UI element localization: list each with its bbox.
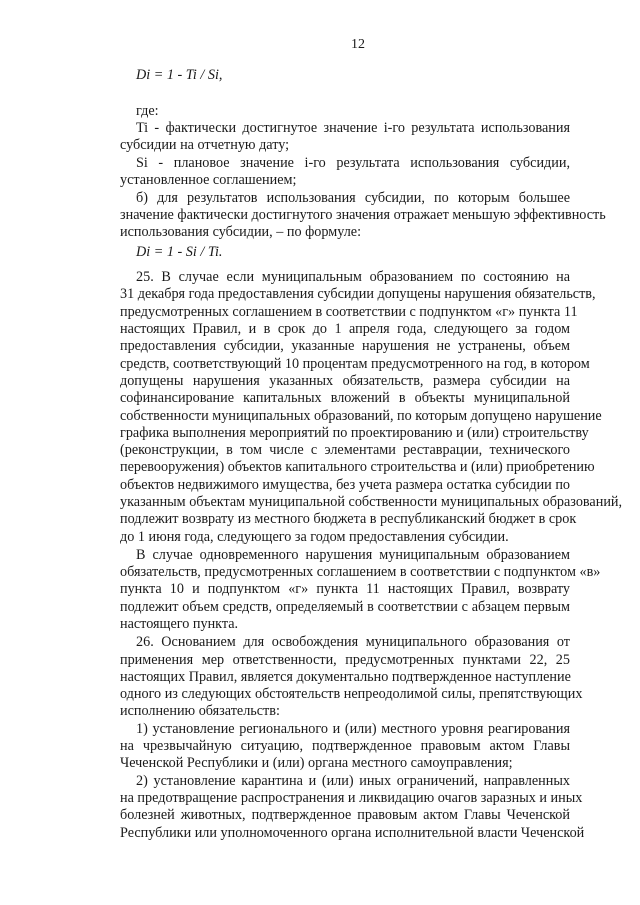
text-line: болезней животных, подтвержденное правовым актом Главы Чеченской [120, 807, 570, 823]
text-line: применения мер ответственности, предусмотренных пунктами 22, 25 [120, 652, 570, 668]
text-line: (реконструкции, в том числе с элементами реставрации, технического [120, 442, 570, 458]
text-line: 2) установление карантина и (или) иных ограничений, направленных [136, 773, 570, 789]
text-line: исполнению обязательств: [120, 703, 280, 719]
text-line: графика выполнения мероприятий по проектированию и (или) строительству [120, 425, 589, 441]
text-line: установленное соглашением; [120, 172, 297, 188]
text-line: подлежит возврату из местного бюджета в республиканский бюджет в срок [120, 511, 577, 527]
text-line: настоящих Правил, является документально подтвержденное наступление [120, 669, 571, 685]
text-line: на предотвращение распространения и ликвидацию очагов заразных и иных [120, 790, 583, 806]
text-line: указанным объектам муниципальной собственности муниципальных образований, [120, 494, 623, 510]
text-line: собственности муниципальных образований, по которым допущено нарушение [120, 408, 602, 424]
text-line: значение фактически достигнутого значения отражает меньшую эффективность [120, 207, 606, 223]
text-line: софинансирование капитальных вложений в объекты муниципальной [120, 390, 570, 406]
text-line: 25. В случае если муниципальным образованием по состоянию на [136, 269, 570, 285]
text-line: на чрезвычайную ситуацию, подтвержденное правовым актом Главы [120, 738, 570, 754]
text-line: предусмотренных соглашением в соответствии с подпунктом «г» пункта 11 [120, 304, 578, 320]
text-line: 31 декабря года предоставления субсидии допущены нарушения обязательств, [120, 286, 596, 302]
text-line: Si - плановое значение i-го результата использования субсидии, [136, 155, 570, 171]
text-line: перевооружения) объектов капитального строительства и (или) приобретению [120, 459, 595, 475]
text-line: настоящего пункта. [120, 616, 239, 632]
text-line: 26. Основанием для освобождения муниципального образования от [136, 634, 570, 650]
text-line: объектов недвижимого имущества, без учета размера остатка субсидии по [120, 477, 571, 493]
text-line: В случае одновременного нарушения муниципальным образованием [136, 547, 570, 563]
text-line: Чеченской Республики и (или) органа местного самоуправления; [120, 755, 513, 771]
text-line: допущены нарушения указанных обязательств, размера субсидии на [120, 373, 570, 389]
text-line: подлежит объем средств, определяемый в соответствии с абзацем первым [120, 599, 570, 615]
text-line: до 1 июня года, следующего за годом предоставления субсидии. [120, 529, 509, 545]
text-line: субсидии на отчетную дату; [120, 137, 290, 153]
text-line: б) для результатов использования субсидии, по которым большее [136, 190, 570, 206]
text-line: 1) установление регионального и (или) местного уровня реагирования [136, 721, 570, 737]
text-line: обязательств, предусмотренных соглашением в соответствии с подпунктом «в» [120, 564, 601, 580]
text-line: использования субсидии, – по формуле: [120, 224, 362, 240]
text-line: пункта 10 и подпунктом «г» пункта 11 настоящих Правил, возврату [120, 581, 570, 597]
formula-line: Di = 1 - Ti / Si, [136, 67, 223, 83]
page-number: 12 [351, 37, 365, 52]
text-line: где: [136, 103, 159, 119]
formula-line: Di = 1 - Si / Ti. [136, 244, 223, 260]
text-line: предоставления субсидии, указанные нарушения не устранены, объем [120, 338, 570, 354]
text-line: средств, соответствующий 10 процентам предусмотренного на год, в котором [120, 356, 590, 372]
text-line: настоящих Правил, и в срок до 1 апреля года, следующего за годом [120, 321, 570, 337]
text-line: Ti - фактически достигнутое значение i-го результата использования [136, 120, 570, 136]
text-line: Республики или уполномоченного органа исполнительной власти Чеченской [120, 825, 585, 841]
text-line: одного из следующих обстоятельств непреодолимой силы, препятствующих [120, 686, 583, 702]
